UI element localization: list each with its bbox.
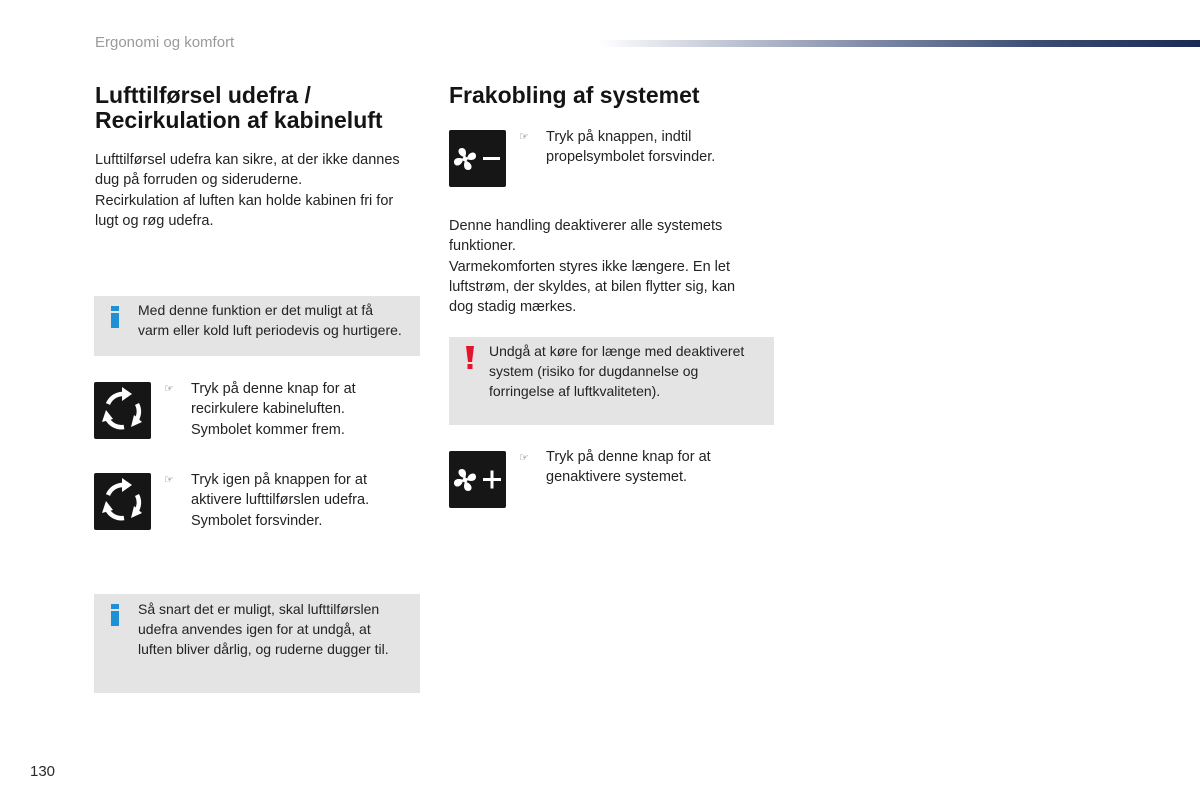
left-intro-line: lugt og røg udefra. xyxy=(95,212,214,229)
right-step-2 xyxy=(546,447,766,488)
info-line: varm eller kold luft periodevis og hurtigere. xyxy=(138,322,402,338)
info-box-1 xyxy=(94,296,420,356)
warning-line: Undgå at køre for længe med deaktiveret xyxy=(489,343,745,359)
recirculation-arrows-icon xyxy=(94,382,151,439)
left-heading-line2: Recirkulation af kabineluft xyxy=(95,107,383,133)
header-gradient-bar xyxy=(600,40,1200,47)
left-intro-line: Lufttilførsel udefra kan sikre, at der ikke dannes xyxy=(95,152,400,168)
warning-line: forringelse af luftkvaliteten). xyxy=(489,383,661,399)
left-heading xyxy=(95,83,383,133)
info-line: luften bliver dårlig, og ruderne dugger til. xyxy=(138,641,389,657)
page-number: 130 xyxy=(30,763,56,780)
info-line: Med denne funktion er det muligt at få xyxy=(138,302,374,318)
fan-plus-icon xyxy=(449,451,506,508)
right-step-1 xyxy=(546,127,766,168)
step-line: Tryk på denne knap for at xyxy=(191,381,356,397)
left-intro-line: Recirkulation af luften kan holde kabinen fri for xyxy=(95,192,394,209)
left-step-1 xyxy=(191,379,411,440)
step-line: recirkulere kabineluften. xyxy=(191,401,345,418)
warning-line: system (risiko for dugdannelse og xyxy=(489,363,699,379)
right-body-line: Varmekomforten styres ikke længere. En let xyxy=(449,258,730,275)
right-body-line: dog stadig mærkes. xyxy=(449,299,577,316)
step-line: Tryk igen på knappen for at xyxy=(191,472,367,488)
right-body-line: luftstrøm, der skyldes, at bilen flytter sig, kan xyxy=(449,278,736,295)
step-line: Tryk på denne knap for at xyxy=(546,449,711,465)
fan-minus-button[interactable] xyxy=(449,130,506,187)
info-box-2 xyxy=(94,594,420,693)
exclamation-icon xyxy=(465,346,475,370)
pointing-hand-icon: ☞ xyxy=(164,383,174,395)
info-line: Så snart det er muligt, skal lufttilførslen xyxy=(138,601,380,617)
warning-box xyxy=(449,337,774,425)
right-heading: Frakobling af systemet xyxy=(449,82,700,108)
info-icon xyxy=(110,604,120,626)
pointing-hand-icon: ☞ xyxy=(519,452,529,464)
right-body xyxy=(449,216,779,317)
left-intro-line: dug på forruden og sideruderne. xyxy=(95,172,303,189)
step-line: aktivere lufttilførslen udefra. xyxy=(191,492,370,509)
recirculation-button[interactable] xyxy=(94,382,151,439)
step-line: Symbolet kommer frem. xyxy=(191,421,345,438)
section-title: Ergonomi og komfort xyxy=(95,34,235,51)
pointing-hand-icon: ☞ xyxy=(164,474,174,486)
left-heading-line1: Lufttilførsel udefra / xyxy=(95,82,311,108)
step-line: propelsymbolet forsvinder. xyxy=(546,149,716,166)
fan-plus-button[interactable] xyxy=(449,451,506,508)
info-line: udefra anvendes igen for at undgå, at xyxy=(138,621,371,637)
pointing-hand-icon: ☞ xyxy=(519,131,529,143)
recirculation-button-2[interactable] xyxy=(94,473,151,530)
step-line: Tryk på knappen, indtil xyxy=(546,129,692,145)
left-step-2 xyxy=(191,470,411,531)
left-intro xyxy=(95,150,425,231)
right-body-line: Denne handling deaktiverer alle systemets xyxy=(449,218,723,234)
info-icon xyxy=(110,306,120,328)
recirculation-arrows-icon xyxy=(94,473,151,530)
step-line: Symbolet forsvinder. xyxy=(191,512,323,529)
fan-minus-icon xyxy=(449,130,506,187)
step-line: genaktivere systemet. xyxy=(546,469,688,486)
right-body-line: funktioner. xyxy=(449,238,516,255)
